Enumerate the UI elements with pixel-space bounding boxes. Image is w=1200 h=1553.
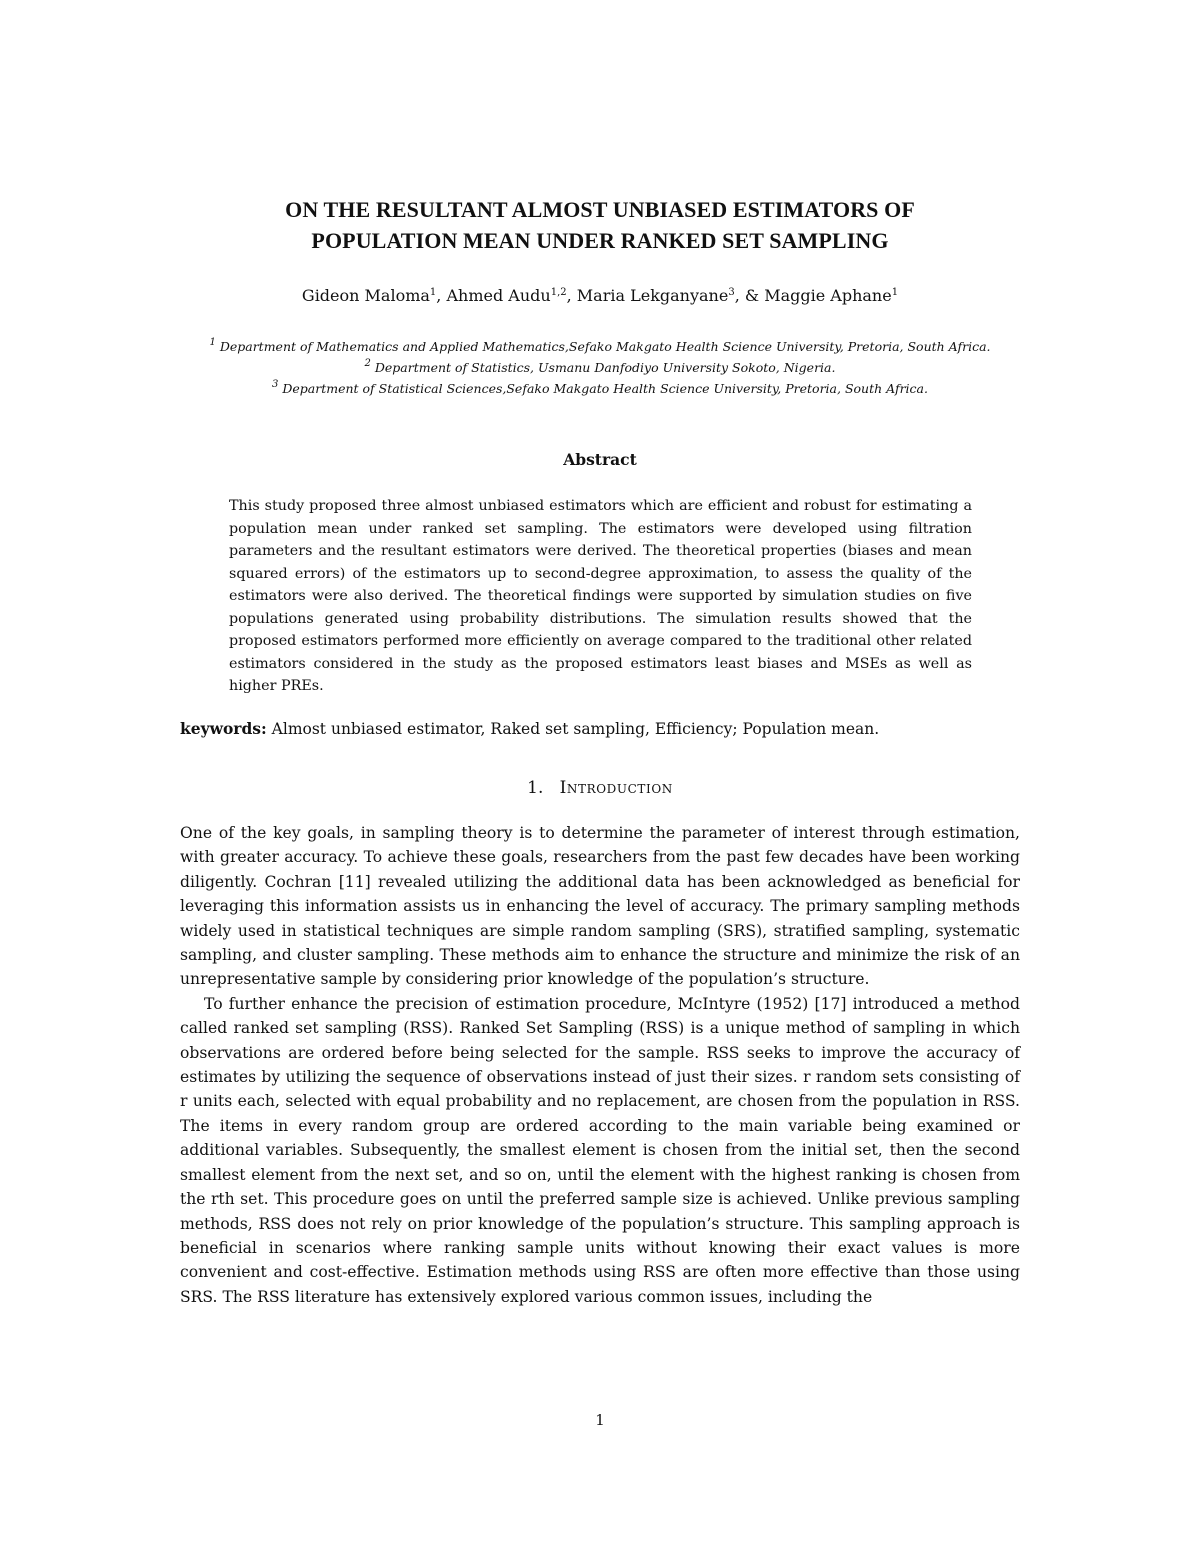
page-number: 1 bbox=[595, 1411, 605, 1429]
author-name: Ahmed Audu bbox=[446, 286, 551, 305]
title-line-1: ON THE RESULTANT ALMOST UNBIASED ESTIMATORS OF bbox=[285, 197, 915, 222]
author-separator: , bbox=[566, 286, 577, 305]
author-separator: , bbox=[436, 286, 447, 305]
author-affil-mark: 3 bbox=[728, 287, 735, 298]
affiliation-mark: 2 bbox=[364, 358, 371, 369]
abstract-heading: Abstract bbox=[563, 450, 637, 469]
author-list bbox=[180, 284, 1020, 308]
author-affil-mark: 1,2 bbox=[550, 287, 567, 298]
section-heading bbox=[400, 775, 800, 801]
author-name: Gideon Maloma bbox=[301, 286, 430, 305]
keywords-line bbox=[180, 717, 1020, 741]
author-name: Maria Lekganyane bbox=[576, 286, 729, 305]
affiliation-mark: 3 bbox=[272, 379, 279, 390]
affiliation-line bbox=[140, 378, 1060, 399]
affiliation-text: Department of Mathematics and Applied Mathematics,Sefako Makgato Health Science University, Pretoria, South Africa. bbox=[215, 339, 991, 354]
introduction-body bbox=[180, 821, 1020, 1309]
affiliation-line bbox=[140, 336, 1060, 357]
title-line-2: POPULATION MEAN UNDER RANKED SET SAMPLING bbox=[311, 228, 889, 253]
affiliation-text: Department of Statistical Sciences,Sefako Makgato Health Science University, Pretoria, South Africa. bbox=[278, 381, 928, 396]
affiliation-text: Department of Statistics, Usmanu Danfodiyo University Sokoto, Nigeria. bbox=[370, 360, 836, 375]
paragraph: One of the key goals, in sampling theory is to determine the parameter of interest through estimation, with greater accuracy. To achieve these goals, researchers from the past few decades have been working diligently. Cochran [11] revealed utilizing the additional data has been acknowledged as beneficial for leveraging this information assists us in enhancing the level of accuracy. The primary sampling methods widely used in statistical techniques are simple random sampling (SRS), stratified sampling, systematic sampling, and cluster sampling. These methods aim to enhance the structure and minimize the risk of an unrepresentative sample by considering prior knowledge of the population’s structure. bbox=[180, 824, 1020, 989]
author-affil-mark: 1 bbox=[891, 287, 899, 298]
paper-title bbox=[180, 194, 1020, 256]
abstract-body: This study proposed three almost unbiased estimators which are efficient and robust for estimating a population mean under ranked set sampling. The estimators were developed using filtration parameters and the resultant estimators were derived. The theoretical properties (biases and mean squared errors) of the estimators up to second-degree approximation, to assess the quality of the estimators were also derived. The theoretical findings were supported by simulation studies on five populations generated using probability distributions. The simulation results showed that the proposed estimators performed more efficiently on average compared to the traditional other related estimators considered in the study as the proposed estimators least biases and MSEs as well as higher PREs. bbox=[229, 498, 972, 694]
author-separator: , & bbox=[734, 286, 765, 305]
keywords-label: keywords: bbox=[180, 719, 267, 738]
affiliation-list bbox=[140, 336, 1060, 399]
affiliation-line bbox=[140, 357, 1060, 378]
affiliation-mark: 1 bbox=[209, 337, 216, 348]
keywords-text: Almost unbiased estimator, Raked set sampling, Efficiency; Population mean. bbox=[266, 720, 880, 738]
author-affil-mark: 1 bbox=[429, 287, 437, 298]
section-title: Introduction bbox=[559, 778, 673, 798]
section-number: 1. bbox=[527, 778, 544, 798]
paragraph: To further enhance the precision of estimation procedure, McIntyre (1952) [17] introduced a method called ranked set sampling (RSS). Ranked Set Sampling (RSS) is a unique method of sampling in which observations are ordered before being selected for the sample. RSS seeks to improve the accuracy of estimates by utilizing the sequence of observations instead of just their sizes. r random sets consisting of r units each, selected with equal probability and no replacement, are chosen from the population in RSS. The items in every random group are ordered according to the main variable being examined or additional variables. Subsequently, the smallest element is chosen from the initial set, then the second smallest element from the next set, and so on, until the element with the highest ranking is chosen from the rth set. This procedure goes on until the preferred sample size is achieved. Unlike previous sampling methods, RSS does not rely on prior knowledge of the population’s structure. This sampling approach is beneficial in scenarios where ranking sample units without knowing their exact values is more convenient and cost-effective. Estimation methods using RSS are often more effective than those using SRS. The RSS literature has extensively explored various common issues, including the bbox=[180, 994, 1020, 1306]
author-name: Maggie Aphane bbox=[764, 286, 892, 305]
